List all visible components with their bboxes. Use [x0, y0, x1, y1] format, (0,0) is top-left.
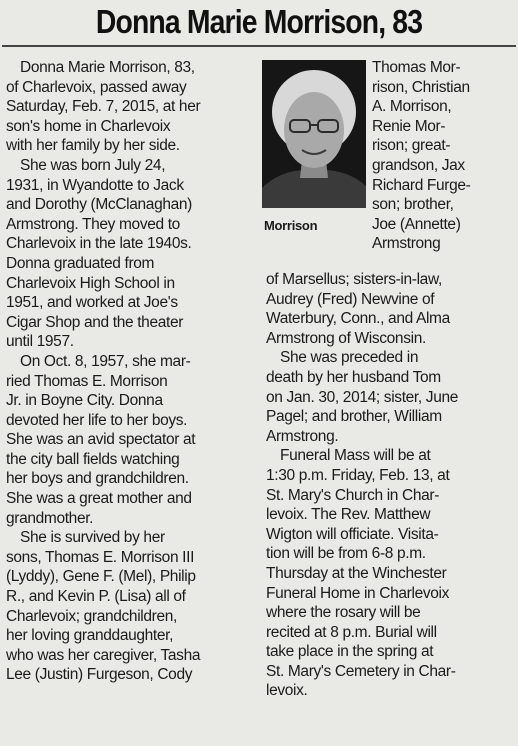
text-line: Armstrong.	[266, 427, 339, 445]
text-line: devoted her life to her boys.	[6, 411, 188, 429]
column-right-top	[372, 58, 512, 254]
portrait-photo	[262, 60, 366, 208]
text-line: rison; great-	[372, 137, 451, 155]
text-line: her loving granddaughter,	[6, 627, 174, 645]
text-line: sons, Thomas E. Morrison III	[6, 548, 195, 566]
text-line: Cigar Shop and the theater	[6, 313, 184, 331]
text-line: She is survived by her	[20, 529, 165, 547]
text-line: where the rosary will be	[266, 604, 421, 622]
text-line: On Oct. 8, 1957, she mar-	[20, 352, 191, 370]
text-line: 1951, and worked at Joe's	[6, 294, 178, 312]
column-left	[6, 58, 258, 685]
text-line: Joe (Annette)	[372, 215, 461, 233]
text-line: Funeral Home in Charlevoix	[266, 584, 450, 602]
text-line: on Jan. 30, 2014; sister, June	[266, 388, 458, 406]
text-line: tion will be from 6-8 p.m.	[266, 545, 426, 563]
text-line: Wigton will officiate. Visita-	[266, 525, 439, 543]
text-line: Armstrong	[372, 235, 441, 253]
text-line: She was preceded in	[280, 349, 419, 367]
text-line: St. Mary's Cemetery in Char-	[266, 662, 456, 680]
text-line: of Marsellus; sisters-in-law,	[266, 271, 442, 288]
text-line: who was her caregiver, Tasha	[6, 646, 201, 664]
text-line: Thursday at the Winchester	[266, 564, 447, 582]
text-line: until 1957.	[6, 333, 74, 351]
text-line: the city ball fields watching	[6, 450, 180, 468]
text-line: R., and Kevin P. (Lisa) all of	[6, 588, 186, 606]
text-line: ried Thomas E. Morrison	[6, 372, 168, 390]
text-line: Lee (Justin) Furgeson, Cody	[6, 666, 193, 684]
text-line: death by her husband Tom	[266, 368, 441, 386]
text-line: Jr. in Boyne City. Donna	[6, 392, 163, 410]
text-line: Waterbury, Conn., and Alma	[266, 310, 450, 328]
text-line: Renie Mor-	[372, 117, 446, 135]
text-line: Saturday, Feb. 7, 2015, at her	[6, 98, 201, 116]
text-line: recited at 8 p.m. Burial will	[266, 623, 437, 641]
text-line: Funeral Mass will be at	[280, 447, 431, 465]
text-line: Armstrong of Wisconsin.	[266, 329, 426, 347]
text-line: Charlevoix; grandchildren,	[6, 607, 177, 625]
text-line: son; brother,	[372, 196, 454, 214]
text-line: Donna Marie Morrison, 83,	[20, 59, 195, 76]
text-line: She was an avid spectator at	[6, 431, 196, 449]
text-line: Charlevoix High School in	[6, 274, 175, 292]
text-line: grandson, Jax	[372, 156, 465, 174]
text-line: take place in the spring at	[266, 643, 434, 661]
obituary-headline: Donna Marie Morrison, 83	[95, 3, 423, 40]
text-line: her boys and grandchildren.	[6, 470, 189, 488]
text-line: Pagel; and brother, William	[266, 408, 442, 426]
text-line: son's home in Charlevoix	[6, 117, 171, 135]
text-line: of Charlevoix, passed away	[6, 78, 187, 96]
text-line: levoix. The Rev. Matthew	[266, 506, 431, 524]
photo-caption: Morrison	[264, 218, 318, 233]
text-line: Richard Furge-	[372, 176, 471, 194]
text-line: 1931, in Wyandotte to Jack	[6, 176, 184, 194]
text-line: St. Mary's Church in Char-	[266, 486, 440, 504]
text-line: She was a great mother and	[6, 490, 192, 508]
portrait-image	[262, 60, 366, 208]
column-right-bottom	[266, 270, 514, 701]
text-line: Armstrong. They moved to	[6, 215, 180, 233]
text-line: She was born July 24,	[20, 156, 166, 174]
text-line: and Dorothy (McClanaghan)	[6, 196, 192, 214]
text-line: 1:30 p.m. Friday, Feb. 13, at	[266, 466, 450, 484]
headline-rule	[2, 45, 516, 47]
text-line: Charlevoix in the late 1940s.	[6, 235, 192, 253]
text-line: grandmother.	[6, 509, 94, 527]
text-line: (Lyddy), Gene F. (Mel), Philip	[6, 568, 196, 586]
text-line: rison, Christian	[372, 78, 470, 96]
text-line: levoix.	[266, 682, 308, 700]
text-line: A. Morrison,	[372, 98, 452, 116]
text-line: Audrey (Fred) Newvine of	[266, 290, 435, 308]
text-line: with her family by her side.	[6, 137, 180, 155]
text-line: Donna graduated from	[6, 254, 155, 272]
text-line: Thomas Mor-	[372, 59, 461, 76]
